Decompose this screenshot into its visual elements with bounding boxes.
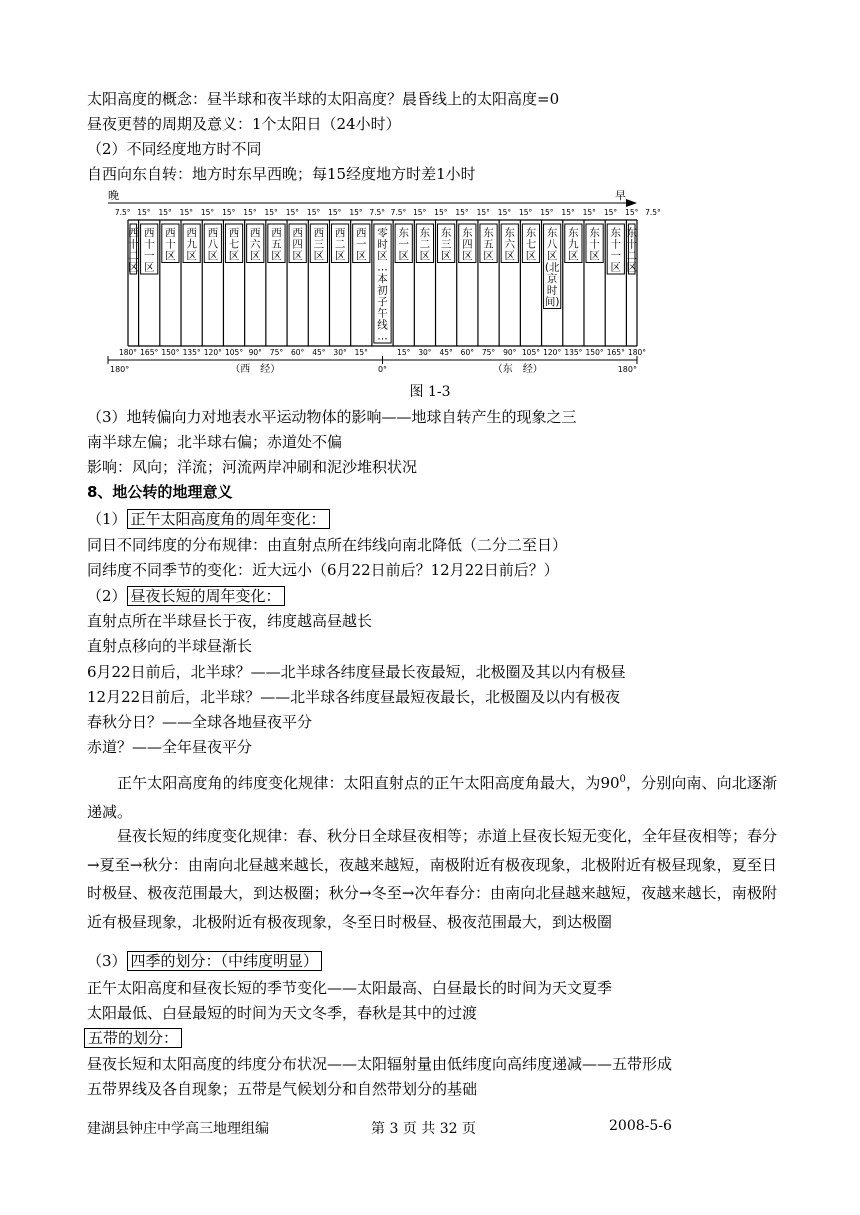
zone-label-char: 七 bbox=[525, 238, 537, 251]
zone-label-char: 东 bbox=[462, 227, 473, 239]
zone-label-char: 区 bbox=[228, 250, 240, 262]
zone-label-char: 九 bbox=[186, 238, 197, 251]
text-line: 南半球左偏；北半球右偏；赤道处不偏 bbox=[87, 433, 343, 451]
zone-label-char: 七 bbox=[228, 238, 240, 251]
zone-label-char: 西 bbox=[356, 227, 367, 239]
zone-label-char: … bbox=[377, 261, 388, 274]
zone-label-char: 二 bbox=[128, 250, 139, 262]
zone-label-char: 二 bbox=[334, 238, 346, 251]
zone-label-char: 初 bbox=[377, 284, 388, 297]
zone-label-char: 本 bbox=[377, 273, 388, 285]
zone-label-char: 东 bbox=[483, 227, 494, 239]
zone-label-char: 京 bbox=[546, 273, 558, 285]
zone-label-char: 区 bbox=[356, 250, 367, 262]
west-longitude-label: （西 经） bbox=[230, 364, 281, 375]
subheading bbox=[87, 508, 330, 530]
zone-label-char: 东 bbox=[589, 227, 600, 239]
zone-label-char: 一 bbox=[398, 238, 409, 251]
figure-caption: 图 1-3 bbox=[409, 384, 451, 400]
zone-label-char: 四 bbox=[292, 238, 303, 251]
zone-label-char: 区 bbox=[128, 261, 139, 274]
zone-label-char: 九 bbox=[568, 238, 579, 251]
zone-label-char: 西 bbox=[143, 227, 155, 239]
zone-label-char: 区 bbox=[462, 250, 473, 262]
bottom-degree-label: 105° bbox=[225, 348, 244, 357]
text-line: 昼夜更替的周期及意义：1个太阳日（24小时） bbox=[87, 115, 401, 133]
zone-label-char: 东 bbox=[546, 227, 558, 239]
top-degree-label: 15° bbox=[243, 208, 257, 217]
east-longitude-label: （东 经） bbox=[492, 364, 543, 375]
bottom-degree-label: 120° bbox=[203, 348, 222, 357]
zone-label-char: 区 bbox=[504, 250, 515, 262]
footer-page: 第 3 页 共 32 页 bbox=[371, 1121, 476, 1137]
axis-right-180: 180° bbox=[617, 365, 637, 374]
zone-label-char: 东 bbox=[398, 227, 409, 239]
subheading bbox=[87, 585, 285, 607]
top-degree-label: 15° bbox=[137, 208, 151, 217]
zone-label-char: 区 bbox=[440, 250, 452, 262]
top-degree-label: 15° bbox=[540, 208, 554, 217]
bottom-degree-label: 15° bbox=[354, 348, 368, 357]
zone-label-char: 区 bbox=[483, 250, 494, 262]
zone-label-char: 东 bbox=[419, 227, 431, 239]
zone-label-char: (北 bbox=[544, 261, 560, 274]
top-degree-label: 15° bbox=[285, 208, 300, 217]
zone-label-char: 十 bbox=[128, 238, 139, 251]
bottom-degree-label: 135° bbox=[182, 348, 201, 357]
text-line: 春秋分日？——全球各地昼夜平分 bbox=[87, 713, 313, 731]
zone-label-char: 区 bbox=[589, 250, 600, 262]
zone-label-char: 西 bbox=[186, 227, 197, 239]
zone-label-char: 区 bbox=[568, 250, 579, 262]
zone-label-char: 线 bbox=[377, 319, 388, 331]
boxed-title: 昼夜长短的周年变化： bbox=[127, 586, 285, 606]
paragraph-text: ，分别向南、向北逐渐递减。 bbox=[87, 774, 777, 821]
top-degree-label: 7.5° bbox=[390, 208, 407, 217]
zone-label-char: 六 bbox=[504, 238, 515, 251]
top-degree-label: 15° bbox=[328, 208, 342, 217]
zone-label-char: 西 bbox=[250, 227, 261, 239]
zone-label-char: 区 bbox=[377, 250, 388, 262]
zone-label-char: 西 bbox=[228, 227, 240, 239]
subheading bbox=[87, 950, 322, 972]
text-line: 直射点所在半球昼长于夜，纬度越高昼越长 bbox=[87, 612, 373, 630]
top-degree-label: 15° bbox=[306, 208, 321, 217]
zone-label-char: 东 bbox=[626, 227, 637, 239]
top-degree-label: 15° bbox=[582, 208, 596, 217]
paragraph bbox=[87, 766, 777, 826]
subheading bbox=[87, 1027, 182, 1049]
text-line: 同纬度不同季节的变化：近大远小（6月22日前后？12月22日前后？） bbox=[87, 561, 559, 579]
zone-label-char: 六 bbox=[250, 238, 261, 251]
bottom-degree-label: 60° bbox=[460, 348, 474, 357]
top-degree-label: 15° bbox=[603, 208, 618, 217]
zone-label-char: 二 bbox=[419, 238, 431, 251]
bottom-degree-label: 60° bbox=[291, 348, 305, 357]
bottom-degree-label: 150° bbox=[161, 348, 180, 357]
late-label: 晚 bbox=[108, 189, 119, 202]
text-line: 太阳高度的概念：昼半球和夜半球的太阳高度？晨昏线上的太阳高度=0 bbox=[87, 90, 560, 108]
zone-label-char: 区 bbox=[165, 250, 176, 262]
zone-label-char: 东 bbox=[504, 227, 515, 239]
text-line: （2）不同经度地方时不同 bbox=[87, 140, 262, 158]
zone-label-char: 十 bbox=[165, 238, 176, 251]
zone-label-char: 西 bbox=[292, 227, 303, 239]
zone-label-char: 十 bbox=[610, 238, 622, 251]
text-line: 正午太阳高度和昼夜长短的季节变化——太阳最高、白昼最长的时间为天文夏季 bbox=[87, 979, 613, 997]
text-line: 影响：风向；洋流；河流两岸冲刷和泥沙堆积状况 bbox=[87, 458, 418, 476]
zone-label-char: 一 bbox=[610, 250, 622, 262]
top-degree-label: 15° bbox=[200, 208, 215, 217]
boxed-title: 正午太阳高度角的周年变化： bbox=[127, 509, 330, 529]
bottom-degree-label: 15° bbox=[397, 348, 411, 357]
subheading-number: （3） bbox=[87, 952, 127, 970]
zone-label-char: … bbox=[377, 330, 388, 343]
zone-label-char: 零 bbox=[377, 227, 388, 239]
paragraph-text: 正午太阳高度角的纬度变化规律：太阳直射点的正午太阳高度角最大，为90 bbox=[117, 774, 620, 792]
time-zone-figure bbox=[0, 188, 860, 388]
zone-label-char: 一 bbox=[356, 238, 367, 251]
paragraph: 昼夜长短的纬度变化规律：春、秋分日全球昼夜相等；赤道上昼夜长短无变化，全年昼夜相等；春分→夏至→秋分：由南向北昼越来越长，夜越来越短，南极附近有极夜现象，北极附近有极昼现象，夏至日时极昼、极夜范围最大，到达极圈；秋分→冬至→次年春分：由南向北昼越来越短，夜越来越长，南极附近有极昼现象，北极附近有极夜现象，冬至日时极昼、极夜范围最大，到达极圈 bbox=[87, 827, 778, 931]
zone-label-char: 十 bbox=[589, 238, 600, 251]
zone-label-char: 西 bbox=[128, 227, 139, 239]
text-line: 6月22日前后，北半球？——北半球各纬度昼最长夜最短，北极圈及其以内有极昼 bbox=[87, 663, 626, 681]
bottom-degree-label: 90° bbox=[503, 348, 517, 357]
zone-label-char: 区 bbox=[313, 250, 325, 262]
text-line: 12月22日前后，北半球？——北半球各纬度昼最短夜最长，北极圈及以内有极夜 bbox=[87, 688, 621, 706]
boxed-title: 四季的划分：（中纬度明显） bbox=[127, 951, 323, 971]
text-line: 昼夜长短和太阳高度的纬度分布状况——太阳辐射量由低纬度向高纬度递减——五带形成 bbox=[87, 1055, 673, 1073]
zone-label-char: 东 bbox=[440, 227, 452, 239]
top-degree-label: 7.5° bbox=[114, 208, 131, 217]
superscript: 0 bbox=[619, 774, 626, 785]
arrow-head-icon bbox=[626, 199, 637, 207]
zone-label-char: 区 bbox=[143, 261, 155, 274]
axis-left-180: 180° bbox=[110, 365, 130, 374]
subheading-number: （1） bbox=[87, 510, 127, 528]
bottom-degree-label: 150° bbox=[585, 348, 604, 357]
top-degree-label: 15° bbox=[476, 208, 490, 217]
top-degree-label: 15° bbox=[625, 208, 639, 217]
bottom-degree-label: 30° bbox=[333, 348, 347, 357]
bottom-degree-label: 180° bbox=[627, 348, 647, 357]
zone-label-char: 子 bbox=[377, 296, 388, 308]
bottom-degree-label: 165° bbox=[606, 348, 625, 357]
top-degree-label: 15° bbox=[222, 208, 236, 217]
text-line: 太阳最低、白昼最短的时间为天文冬季，春秋是其中的过渡 bbox=[87, 1004, 478, 1022]
zone-label-char: 东 bbox=[568, 227, 579, 239]
top-degree-label: 15° bbox=[455, 208, 469, 217]
bottom-degree-label: 135° bbox=[564, 348, 583, 357]
zone-label-char: 八 bbox=[207, 238, 219, 251]
top-degree-label: 15° bbox=[412, 208, 427, 217]
zone-label-char: 区 bbox=[271, 250, 282, 262]
bottom-degree-label: 45° bbox=[439, 348, 453, 357]
subheading-number: （2） bbox=[87, 587, 127, 605]
footer-school: 建湖县钟庄中学高三地理组编 bbox=[87, 1121, 269, 1137]
zone-label-char: 区 bbox=[186, 250, 197, 262]
zone-label-char: 区 bbox=[292, 250, 303, 262]
bottom-degree-label: 30° bbox=[418, 348, 432, 357]
text-line: 赤道？——全年昼夜平分 bbox=[87, 738, 253, 756]
zone-label-char: 时 bbox=[546, 284, 558, 297]
boxed-title: 五带的划分： bbox=[84, 1028, 182, 1048]
zone-label-char: 时 bbox=[377, 238, 388, 251]
zone-label-char: 区 bbox=[250, 250, 261, 262]
top-degree-label: 15° bbox=[264, 208, 278, 217]
bottom-degree-label: 90° bbox=[248, 348, 262, 357]
zone-label-char: 十 bbox=[143, 238, 155, 251]
top-degree-label: 15° bbox=[179, 208, 193, 217]
zone-label-char: 西 bbox=[207, 227, 219, 239]
zone-label-char: 一 bbox=[143, 250, 155, 262]
section-heading: 8、地公转的地理意义 bbox=[87, 483, 233, 501]
zone-label-char: 间) bbox=[544, 296, 560, 308]
zone-label-char: 区 bbox=[398, 250, 409, 262]
top-degree-label: 15° bbox=[497, 208, 512, 217]
text-line: 直射点移向的半球昼渐长 bbox=[87, 637, 253, 655]
zone-label-char: 区 bbox=[610, 261, 622, 274]
footer-date: 2008-5-6 bbox=[609, 1118, 672, 1134]
axis-zero: 0° bbox=[377, 365, 388, 374]
zone-label-char: 三 bbox=[313, 238, 325, 251]
zone-label-char: 区 bbox=[626, 261, 637, 274]
zone-label-char: 西 bbox=[334, 227, 346, 239]
early-label: 早 bbox=[615, 189, 626, 202]
top-degree-label: 15° bbox=[519, 208, 533, 217]
bottom-degree-label: 75° bbox=[269, 348, 284, 357]
zone-label-char: 西 bbox=[271, 227, 282, 239]
bottom-degree-label: 75° bbox=[481, 348, 496, 357]
zone-label-char: 五 bbox=[483, 238, 494, 251]
text-line: （3）地转偏向力对地表水平运动物体的影响——地球自转产生的现象之三 bbox=[87, 408, 577, 426]
bottom-degree-label: 105° bbox=[521, 348, 540, 357]
text-line: 自西向东自转：地方时东早西晚；每15经度地方时差1小时 bbox=[87, 165, 476, 183]
zone-label-char: 东 bbox=[525, 227, 537, 239]
zone-label-char: 区 bbox=[419, 250, 431, 262]
text-line: 五带界线及各自现象；五带是气候划分和自然带划分的基础 bbox=[87, 1080, 478, 1098]
zone-label-char: 东 bbox=[610, 227, 622, 239]
bottom-degree-label: 45° bbox=[312, 348, 326, 357]
zone-label-char: 区 bbox=[207, 250, 219, 262]
zone-label-char: 四 bbox=[462, 238, 473, 251]
bottom-degree-label: 165° bbox=[140, 348, 159, 357]
zone-label-char: 八 bbox=[546, 238, 558, 251]
top-degree-label: 15° bbox=[434, 208, 448, 217]
zone-label-char: 五 bbox=[271, 238, 282, 251]
top-degree-label: 7.5° bbox=[645, 208, 661, 217]
zone-label-char: 区 bbox=[334, 250, 346, 262]
zone-label-char: 西 bbox=[313, 227, 325, 239]
zone-label-char: 二 bbox=[626, 250, 637, 262]
top-degree-label: 15° bbox=[349, 208, 363, 217]
zone-label-char: 区 bbox=[525, 250, 537, 262]
zone-label-char: 十 bbox=[626, 238, 637, 251]
bottom-degree-label: 180° bbox=[118, 348, 138, 357]
zone-label-char: 三 bbox=[440, 238, 452, 251]
zone-label-char: 西 bbox=[165, 227, 176, 239]
zone-label-char: 区 bbox=[546, 250, 558, 262]
zone-label-char: 午 bbox=[377, 307, 388, 320]
bottom-degree-label: 120° bbox=[543, 348, 562, 357]
top-degree-label: 15° bbox=[158, 208, 172, 217]
top-degree-label: 15° bbox=[561, 208, 575, 217]
top-degree-label: 7.5° bbox=[369, 208, 386, 217]
text-line: 同日不同纬度的分布规律：由直射点所在纬线向南北降低（二分二至日） bbox=[87, 536, 568, 554]
